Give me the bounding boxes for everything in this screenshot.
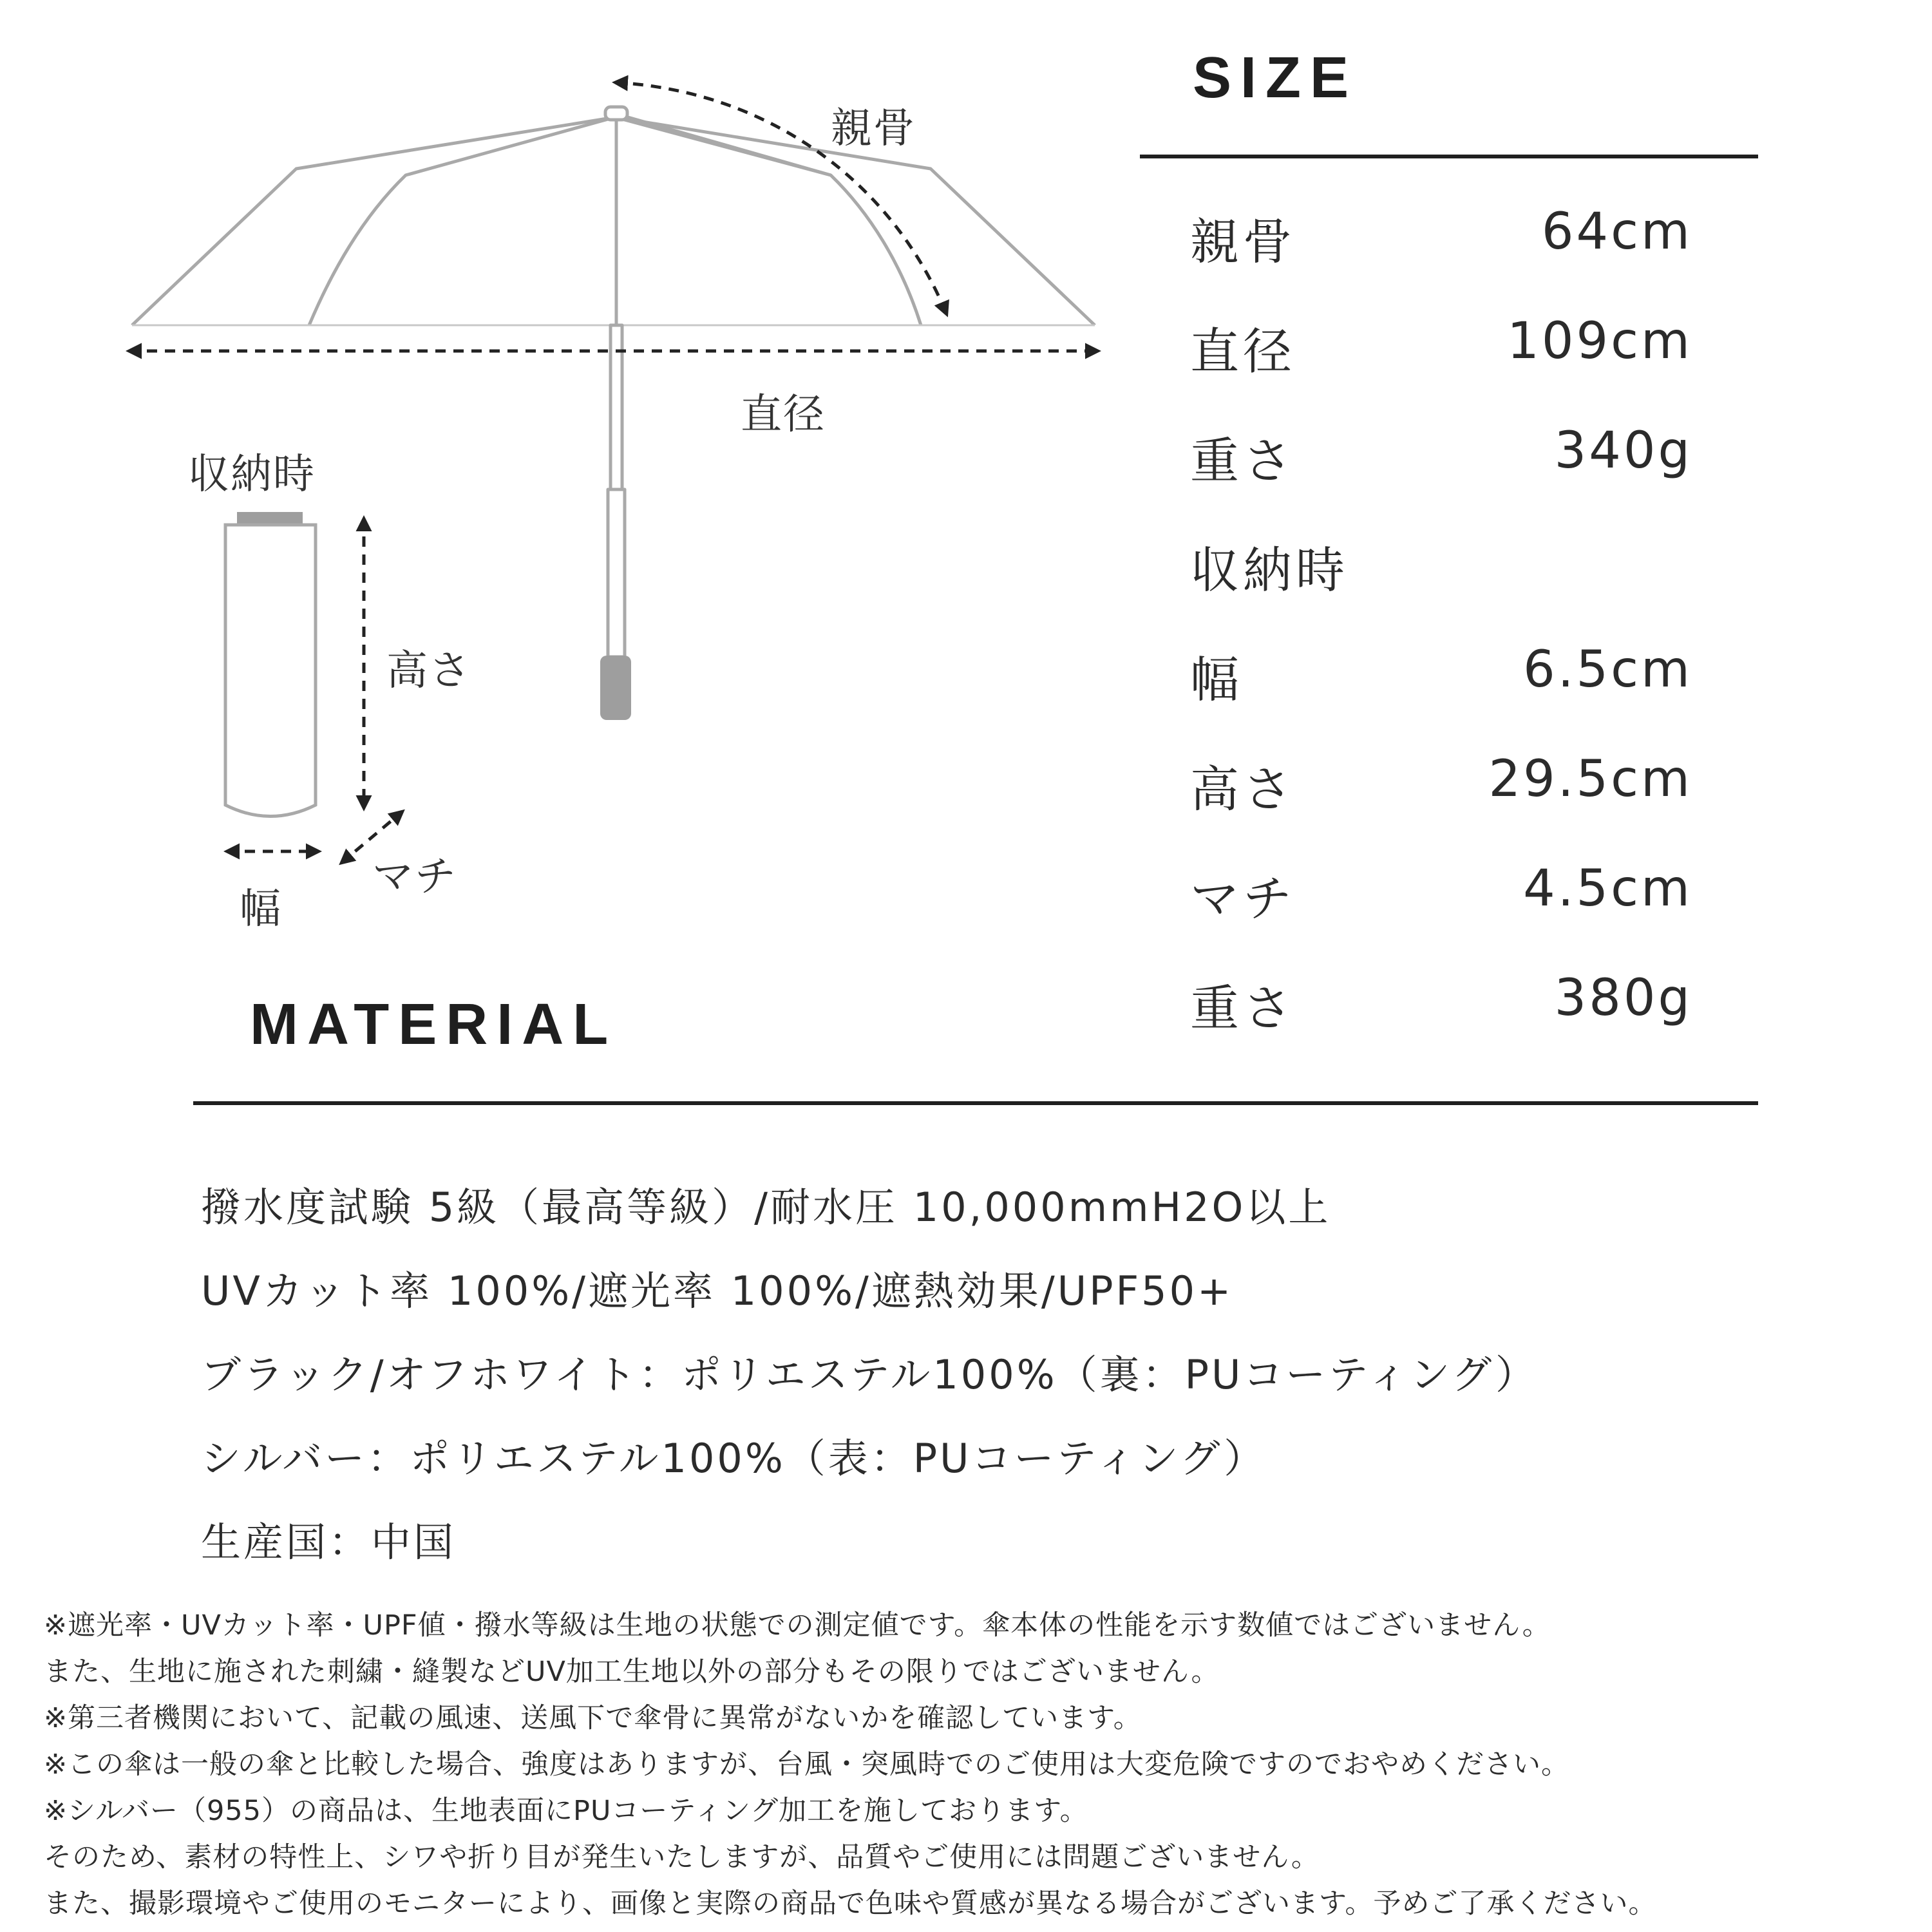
size-row-value: 380g bbox=[1554, 969, 1692, 1027]
size-row bbox=[1190, 969, 1692, 1046]
size-row-label: 幅 bbox=[1190, 651, 1243, 708]
folded-label: 収納時 bbox=[188, 451, 316, 498]
size-row bbox=[1190, 860, 1692, 937]
size-row-value: 6.5cm bbox=[1523, 641, 1692, 699]
size-row-value: 340g bbox=[1554, 422, 1692, 480]
size-row bbox=[1190, 422, 1692, 499]
note-line: ※遮光率・UVカット率・UPF値・撥水等級は生地の状態での測定値です。傘本体の性能を示す数値ではございません。 bbox=[44, 1609, 1551, 1642]
note-line: ※シルバー（955）の商品は、生地表面にPUコーティング加工を施しております。 bbox=[44, 1795, 1088, 1827]
umbrella-tip-icon bbox=[605, 107, 627, 120]
material-line: シルバー：ポリエステル100%（表：PUコーティング） bbox=[201, 1435, 1267, 1482]
size-row bbox=[1190, 750, 1692, 828]
size-heading: SIZE bbox=[1193, 46, 1358, 110]
note-line: また、撮影環境やご使用のモニターにより、画像と実際の商品で色味や質感が異なる場合がございます。予めご了承ください。 bbox=[44, 1888, 1657, 1920]
size-row bbox=[1190, 203, 1692, 280]
size-row-value: 4.5cm bbox=[1523, 860, 1692, 918]
size-row-label: 重さ bbox=[1190, 980, 1296, 1037]
material-line: UVカット率 100%/遮光率 100%/遮熱効果/UPF50+ bbox=[201, 1267, 1234, 1314]
height-label: 高さ bbox=[386, 647, 471, 695]
material-line: ブラック/オフホワイト：ポリエステル100%（裏：PUコーティング） bbox=[201, 1351, 1539, 1398]
size-row-value: 29.5cm bbox=[1488, 750, 1692, 808]
diameter-label: 直径 bbox=[741, 391, 826, 439]
size-row-label: マチ bbox=[1190, 870, 1296, 927]
size-row-label: 直径 bbox=[1190, 323, 1296, 380]
folded-umbrella-icon bbox=[225, 512, 316, 817]
size-row-label: 親骨 bbox=[1190, 213, 1296, 270]
umbrella-handle-icon bbox=[600, 656, 631, 720]
size-row bbox=[1190, 312, 1692, 390]
size-row-label: 収納時 bbox=[1190, 542, 1349, 599]
note-line: ※第三者機関において、記載の風速、送風下で傘骨に異常がないかを確認しています。 bbox=[44, 1702, 1142, 1734]
size-row-label: 重さ bbox=[1190, 432, 1296, 489]
size-row-value: 109cm bbox=[1507, 312, 1692, 370]
material-divider bbox=[193, 1101, 1758, 1105]
size-row bbox=[1190, 641, 1692, 718]
note-line: また、生地に施された刺繍・縫製などUV加工生地以外の部分もその限りではございません。 bbox=[44, 1656, 1220, 1688]
material-line: 生産国：中国 bbox=[201, 1519, 457, 1566]
umbrella-size-diagram bbox=[0, 0, 1159, 1005]
size-divider bbox=[1140, 155, 1758, 158]
depth-label: マチ bbox=[372, 853, 457, 901]
note-line: ※この傘は一般の傘と比較した場合、強度はありますが、台風・突風時でのご使用は大変危険ですのでおやめください。 bbox=[44, 1748, 1570, 1781]
note-line: そのため、素材の特性上、シワや折り目が発生いたしますが、品質やご使用には問題ございません。 bbox=[44, 1841, 1320, 1873]
size-row-label: 高さ bbox=[1190, 761, 1296, 818]
size-row-value: 64cm bbox=[1541, 203, 1692, 261]
size-row bbox=[1190, 531, 1692, 609]
width-label: 幅 bbox=[240, 886, 282, 933]
rib-label: 親骨 bbox=[831, 105, 916, 153]
material-line: 撥水度試験 5級（最高等級）/耐水圧 10,000mmH2O以上 bbox=[201, 1184, 1331, 1231]
material-heading: MATERIAL bbox=[250, 992, 618, 1057]
